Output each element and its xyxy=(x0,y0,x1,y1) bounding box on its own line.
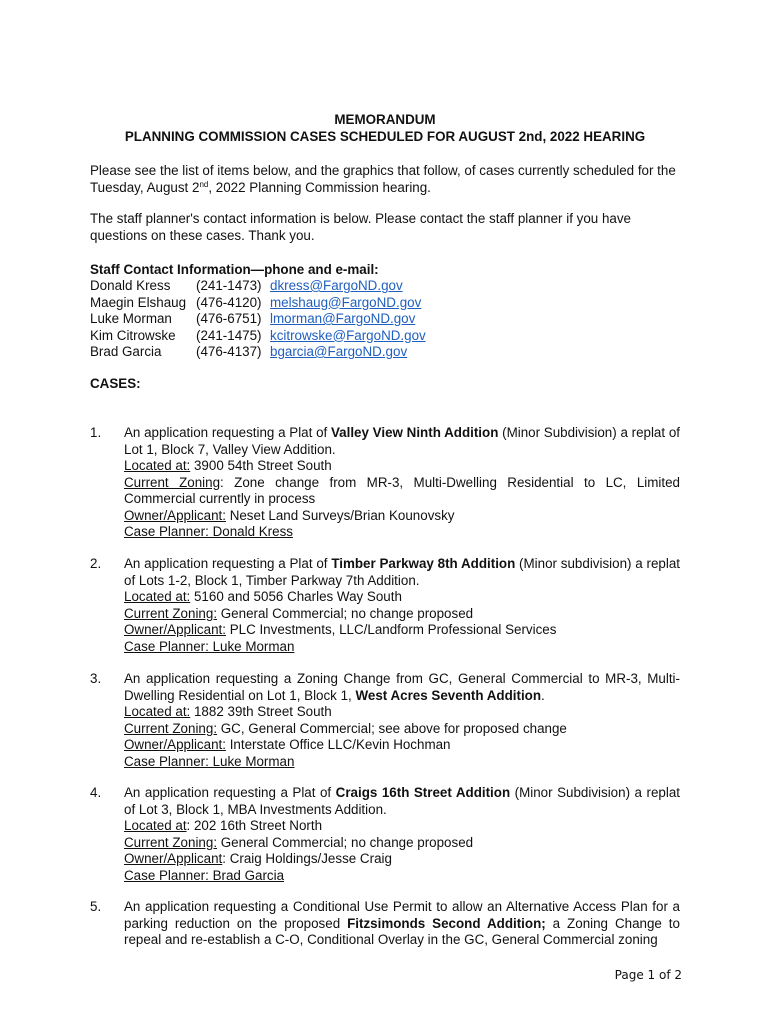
case-addition-name: Valley View Ninth Addition xyxy=(330,425,499,440)
case-body xyxy=(124,899,680,949)
owner-label: Owner/Applicant: xyxy=(124,737,226,752)
case-owner xyxy=(124,737,680,754)
case-text: . xyxy=(541,687,545,703)
case-text: (Minor Subdivision) a replat of Lot 1, Block 7, Valley View Addition. xyxy=(124,425,680,457)
owner-label: Owner/Applicant xyxy=(124,851,223,866)
intro-paragraph xyxy=(90,163,690,196)
zoning-label: Current Zoning: xyxy=(124,834,218,850)
contact-email-link[interactable]: bgarcia@FargoND.gov xyxy=(270,344,408,359)
case-body xyxy=(124,556,680,655)
owner-value: Neset Land Surveys/Brian Kounovsky xyxy=(225,507,455,523)
case-zoning xyxy=(124,475,680,508)
location-value: 3900 54th Street South xyxy=(190,458,332,473)
memo-subtitle: PLANNING COMMISSION CASES SCHEDULED FOR AUGUST 2nd, 2022 HEARING xyxy=(124,129,646,144)
case-owner xyxy=(124,851,680,868)
case-text: a Zoning Change to repeal and re-establish a C-O, Conditional Overlay in the GC, General Commercial zoning xyxy=(124,915,680,947)
owner-value: PLC Investments, LLC/Landform Professional Services xyxy=(225,622,557,637)
case-number: 3. xyxy=(90,671,102,686)
case-location xyxy=(124,818,680,835)
case-text: An application requesting a Plat of xyxy=(124,556,332,571)
case-planner: Case Planner: Donald Kress xyxy=(124,524,293,539)
contact-email-link[interactable]: melshaug@FargoND.gov xyxy=(270,294,422,310)
contact-name: Maegin Elshaug xyxy=(90,294,187,310)
contact-name: Brad Garcia xyxy=(90,344,162,359)
owner-value: Interstate Office LLC/Kevin Hochman xyxy=(225,737,451,752)
case-zoning xyxy=(124,721,680,738)
case-text: An application requesting a Plat of xyxy=(124,425,331,440)
owner-label: Owner/Applicant: xyxy=(124,507,226,523)
intro-text: Please see the list of items below, and the graphics that follow, of cases currently scheduled for the Tuesday, August 2 xyxy=(90,163,676,195)
location-value: : 202 16th Street North xyxy=(186,818,323,833)
page-number: Page 1 of 2 xyxy=(614,968,682,982)
contact-phone: (476-4137) xyxy=(196,344,262,359)
zoning-value: General Commercial; no change proposed xyxy=(217,834,474,850)
location-label: Located at: xyxy=(124,704,191,719)
case-location xyxy=(124,589,680,606)
location-label: Located at: xyxy=(124,589,191,604)
case-description xyxy=(124,785,680,818)
case-body xyxy=(124,671,680,770)
zoning-value: : Zone change from MR-3, Multi-Dwelling Residential to LC, Limited Commercial currently in process xyxy=(124,474,680,506)
memo-title: MEMORANDUM xyxy=(334,112,436,127)
case-planner: Case Planner: Brad Garcia xyxy=(124,867,285,883)
case-text: (Minor subdivision) a replat of Lots 1-2, Block 1, Timber Parkway 7th Addition. xyxy=(124,556,680,588)
location-value: 1882 39th Street South xyxy=(190,704,332,719)
case-addition-name: Fitzsimonds Second Addition; xyxy=(347,915,546,931)
case-body xyxy=(124,785,680,884)
case-text: An application requesting a Zoning Change from GC, General Commercial to MR-3, Multi-Dwelling Residential on Lot 1, Block 1, xyxy=(124,671,680,703)
zoning-value: General Commercial; no change proposed xyxy=(217,605,474,621)
zoning-label: Current Zoning: xyxy=(124,720,218,736)
case-number: 5. xyxy=(90,899,102,914)
contact-email-link[interactable]: kcitrowske@FargoND.gov xyxy=(270,327,426,343)
owner-value: : Craig Holdings/Jesse Craig xyxy=(222,851,392,866)
location-label: Located at xyxy=(124,818,187,833)
case-planner: Case Planner: Luke Morman xyxy=(124,638,295,654)
case-zoning xyxy=(124,835,680,852)
contacts-heading: Staff Contact Information—phone and e-mail: xyxy=(90,262,379,277)
case-text: An application requesting a Plat of xyxy=(124,785,336,800)
contact-phone: (476-4120) xyxy=(196,294,262,310)
contact-name: Luke Morman xyxy=(90,311,172,326)
contact-email-link[interactable]: lmorman@FargoND.gov xyxy=(270,311,416,326)
contact-phone: (241-1475) xyxy=(196,327,262,343)
case-location xyxy=(124,704,680,721)
zoning-value: GC, General Commercial; see above for proposed change xyxy=(217,720,567,736)
case-number: 1. xyxy=(90,425,102,440)
contact-phone: (241-1473) xyxy=(196,278,262,293)
location-value: 5160 and 5056 Charles Way South xyxy=(190,589,402,604)
contact-name: Kim Citrowske xyxy=(90,327,176,343)
owner-label: Owner/Applicant: xyxy=(124,622,226,637)
case-location xyxy=(124,458,680,475)
location-label: Located at: xyxy=(124,458,191,473)
case-text: (Minor Subdivision) a replat of Lot 3, Block 1, MBA Investments Addition. xyxy=(124,785,680,817)
case-zoning xyxy=(124,606,680,623)
contact-phone: (476-6751) xyxy=(196,311,262,326)
case-owner xyxy=(124,622,680,639)
intro-superscript: nd xyxy=(199,179,209,189)
case-addition-name: Craigs 16th Street Addition xyxy=(335,785,511,800)
zoning-label: Current Zoning: xyxy=(124,605,218,621)
contact-note: The staff planner's contact information is below. Please contact the staff planner if you have questions on these cases. Thank you. xyxy=(90,211,631,243)
case-description xyxy=(124,899,680,949)
contact-name: Donald Kress xyxy=(90,278,171,293)
case-number: 2. xyxy=(90,556,102,571)
zoning-label: Current Zoning xyxy=(124,474,221,490)
case-description xyxy=(124,671,680,704)
contact-email-link[interactable]: dkress@FargoND.gov xyxy=(270,278,403,293)
case-owner xyxy=(124,508,680,525)
intro-text-end: , 2022 Planning Commission hearing. xyxy=(208,179,431,195)
case-body xyxy=(124,425,680,541)
case-description xyxy=(124,556,680,589)
case-addition-name: Timber Parkway 8th Addition xyxy=(331,556,516,571)
case-addition-name: West Acres Seventh Addition xyxy=(355,687,542,703)
cases-heading: CASES: xyxy=(90,376,141,391)
case-description xyxy=(124,425,680,458)
case-text: An application requesting a Conditional Use Permit to allow an Alternative Access Plan for a parking reduction on the proposed xyxy=(124,899,680,931)
case-planner: Case Planner: Luke Morman xyxy=(124,753,295,769)
case-number: 4. xyxy=(90,785,102,800)
